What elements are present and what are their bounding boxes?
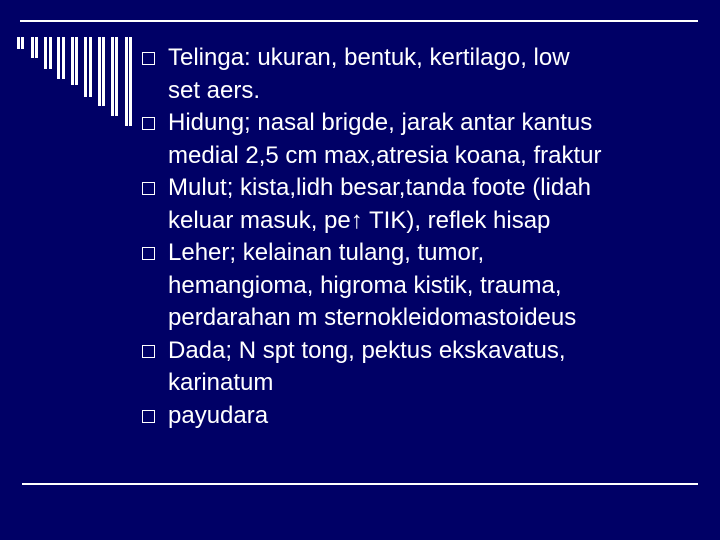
bullet-text-line: medial 2,5 cm max,atresia koana, fraktur [168, 141, 602, 169]
bullet-text-line: karinatum [168, 369, 274, 396]
checkbox-bullet-icon [142, 52, 155, 65]
bullet-text-line: Hidung; nasal brigde, jarak antar kantus [168, 109, 593, 136]
bullet-text-line: hemangioma, higroma kistik, trauma, [168, 271, 562, 299]
bullet-text-line: perdarahan m sternokleidomastoideus [168, 304, 577, 331]
bullet-item [142, 172, 702, 237]
bullet-item [142, 400, 702, 433]
bottom-divider [22, 483, 698, 485]
checkbox-bullet-icon [142, 247, 155, 260]
bullet-text-line: Mulut; kista,lidh besar,tanda foote (lidah [168, 174, 591, 201]
bullet-text-line: Dada; N spt tong, pektus ekskavatus, [168, 336, 566, 364]
bullet-text-line: Telinga: ukuran, bentuk, kertilago, low [168, 44, 570, 71]
checkbox-bullet-icon [142, 182, 155, 195]
checkbox-bullet-icon [142, 410, 155, 423]
bullet-item [142, 335, 702, 400]
bullet-text-line: payudara [168, 401, 269, 429]
bullet-text-line: keluar masuk, pe↑ TIK), reflek hisap [168, 206, 551, 234]
bullet-item [142, 42, 702, 107]
bullet-item [142, 237, 702, 335]
bullet-text-line: Leher; kelainan tulang, tumor, [168, 239, 485, 266]
checkbox-bullet-icon [142, 345, 155, 358]
checkbox-bullet-icon [142, 117, 155, 130]
bullet-list [142, 42, 702, 432]
bullet-text-line: set aers. [168, 76, 261, 104]
bullet-item [142, 107, 702, 172]
